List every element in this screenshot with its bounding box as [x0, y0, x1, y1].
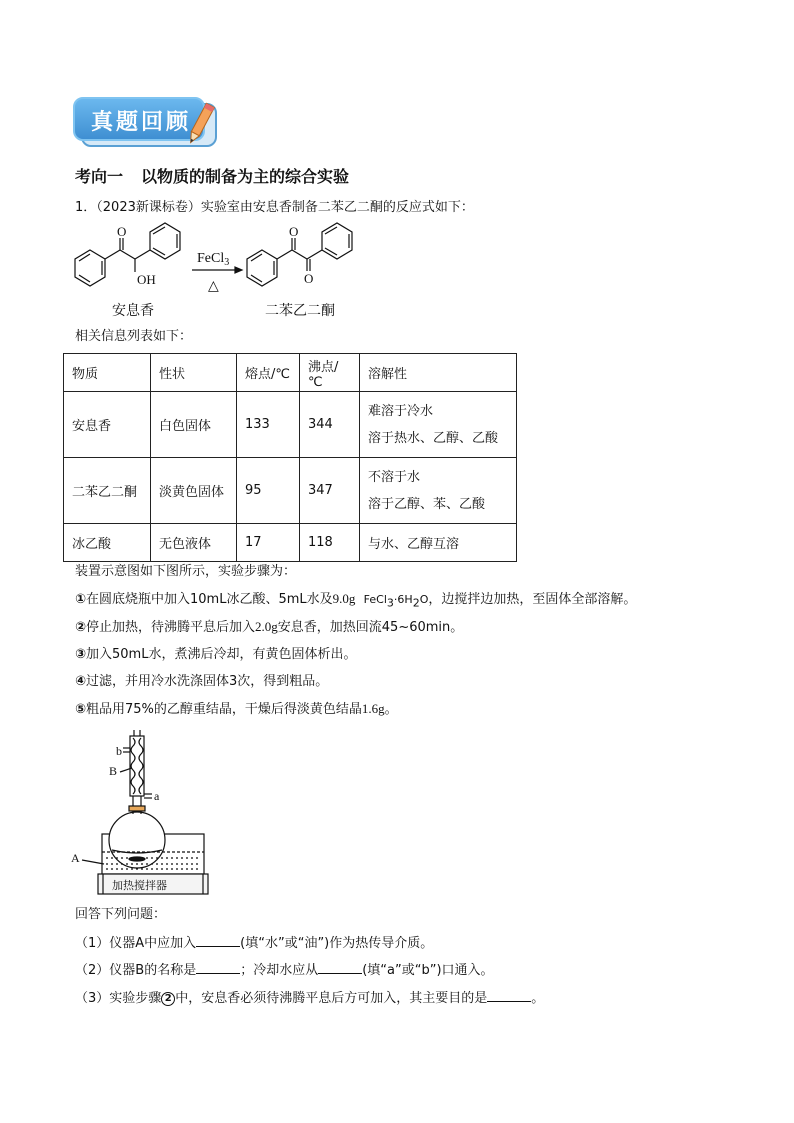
- question-2: （2）仪器B的名称是 ；冷却水应从 (填“a”或“b”)口通入。: [75, 963, 494, 978]
- label-b: B: [109, 764, 118, 778]
- cell-appearance: 淡黄色固体: [151, 458, 237, 524]
- cell-bp: 118: [300, 524, 360, 562]
- product-name: 二苯乙二酮: [265, 303, 335, 319]
- reactant-name: 安息香: [112, 303, 154, 319]
- benzil-o-label-2: O: [304, 271, 314, 286]
- cell-mp: 17: [237, 524, 300, 562]
- label-a: A: [71, 851, 80, 865]
- cell-name: 二苯乙二酮: [64, 458, 151, 524]
- step-number: ②: [75, 620, 87, 635]
- reagent-formula: FeCl: [197, 251, 225, 266]
- cell-bp: 347: [300, 458, 360, 524]
- question-intro: 1．（2023新课标卷）实验室由安息香制备二苯乙二酮的反应式如下：: [75, 200, 474, 215]
- section-label: 考向一: [75, 167, 124, 186]
- pencil-icon: [185, 101, 215, 151]
- step-number: ④: [75, 674, 87, 689]
- step-number: ⑤: [75, 702, 87, 717]
- benzoin-oh-label: OH: [137, 272, 156, 287]
- cell-bp: 344: [300, 392, 360, 458]
- step-5: ⑤粗品用75%的乙醇重结晶，干燥后得淡黄色结晶1.6g。: [75, 701, 398, 717]
- port-b-label: b: [116, 744, 122, 758]
- answer-intro: 回答下列问题：: [75, 907, 167, 922]
- cell-solubility: 与水、乙醇互溶: [360, 524, 517, 562]
- answer-blank[interactable]: [196, 934, 240, 947]
- step-2: ②停止加热，待沸腾平息后加入2.0g安息香，加热回流45~60min。: [75, 619, 464, 635]
- properties-table: [63, 353, 517, 562]
- cell-mp: 95: [237, 458, 300, 524]
- svg-text:FeCl3: [197, 251, 229, 268]
- header-cell: 溶解性: [360, 354, 517, 392]
- answer-blank[interactable]: [196, 961, 240, 974]
- table-row: [64, 458, 517, 524]
- section-banner: [73, 97, 221, 149]
- step-4: ④过滤，并用冷水洗涤固体3次，得到粗品。: [75, 674, 329, 689]
- answer-blank[interactable]: [318, 961, 362, 974]
- port-a-label: a: [154, 789, 160, 803]
- cell-name: 冰乙酸: [64, 524, 151, 562]
- section-title: 以物质的制备为主的综合实验: [141, 167, 350, 186]
- steps-intro: 装置示意图如下图所示，实验步骤为：: [75, 564, 297, 579]
- table-row: [64, 524, 517, 562]
- step-number: ③: [75, 647, 87, 662]
- cell-mp: 133: [237, 392, 300, 458]
- question-3: （3）实验步骤 2 中，安息香必须待沸腾平息后方可加入，其主要目的是 。: [75, 991, 545, 1006]
- solubility-line-1: 不溶于水: [368, 469, 421, 485]
- header-cell: 物质: [64, 354, 151, 392]
- solubility-line-2: 溶于乙醇、苯、乙酸: [368, 496, 486, 512]
- benzil-o-label-1: O: [289, 224, 299, 239]
- heat-symbol: △: [208, 279, 219, 294]
- step-1: ①在圆底烧瓶中加入10mL冰乙酸、5mL水及9.0g $FeCl_3\cdot 6H_2O$，边搅拌边加热，至固体全部溶解。: [75, 591, 637, 610]
- table-intro: 相关信息列表如下：: [75, 329, 193, 344]
- cell-appearance: 无色液体: [151, 524, 237, 562]
- step-3: ③加入50mL水，煮沸后冷却，有黄色固体析出。: [75, 647, 357, 662]
- banner-title: 真题回顾: [91, 110, 192, 135]
- cell-name: 安息香: [64, 392, 151, 458]
- answer-blank[interactable]: [487, 989, 531, 1002]
- header-cell: 性状: [151, 354, 237, 392]
- table-header-row: [64, 354, 517, 392]
- header-cell: 沸点/℃: [300, 354, 360, 392]
- solubility-line-2: 溶于热水、乙醇、乙酸: [368, 430, 499, 446]
- table-row: [64, 392, 517, 458]
- step-number: ①: [75, 592, 87, 607]
- reagent-subscript: 3: [224, 257, 230, 268]
- solubility-line-1: 难溶于冷水: [368, 403, 434, 419]
- cell-appearance: 白色固体: [151, 392, 237, 458]
- reaction-scheme: [62, 222, 382, 324]
- cell-solubility: [360, 392, 517, 458]
- benzoin-o-label: O: [117, 224, 127, 239]
- heater-label: 加热搅拌器: [112, 879, 167, 892]
- apparatus-diagram: [70, 728, 220, 896]
- step-ref-circle: 2: [161, 992, 175, 1006]
- question-1: （1）仪器A中应加入 (填“水”或“油”)作为热传导介质。: [75, 936, 434, 951]
- cell-solubility: [360, 458, 517, 524]
- section-heading: [75, 164, 349, 187]
- header-cell: 熔点/℃: [237, 354, 300, 392]
